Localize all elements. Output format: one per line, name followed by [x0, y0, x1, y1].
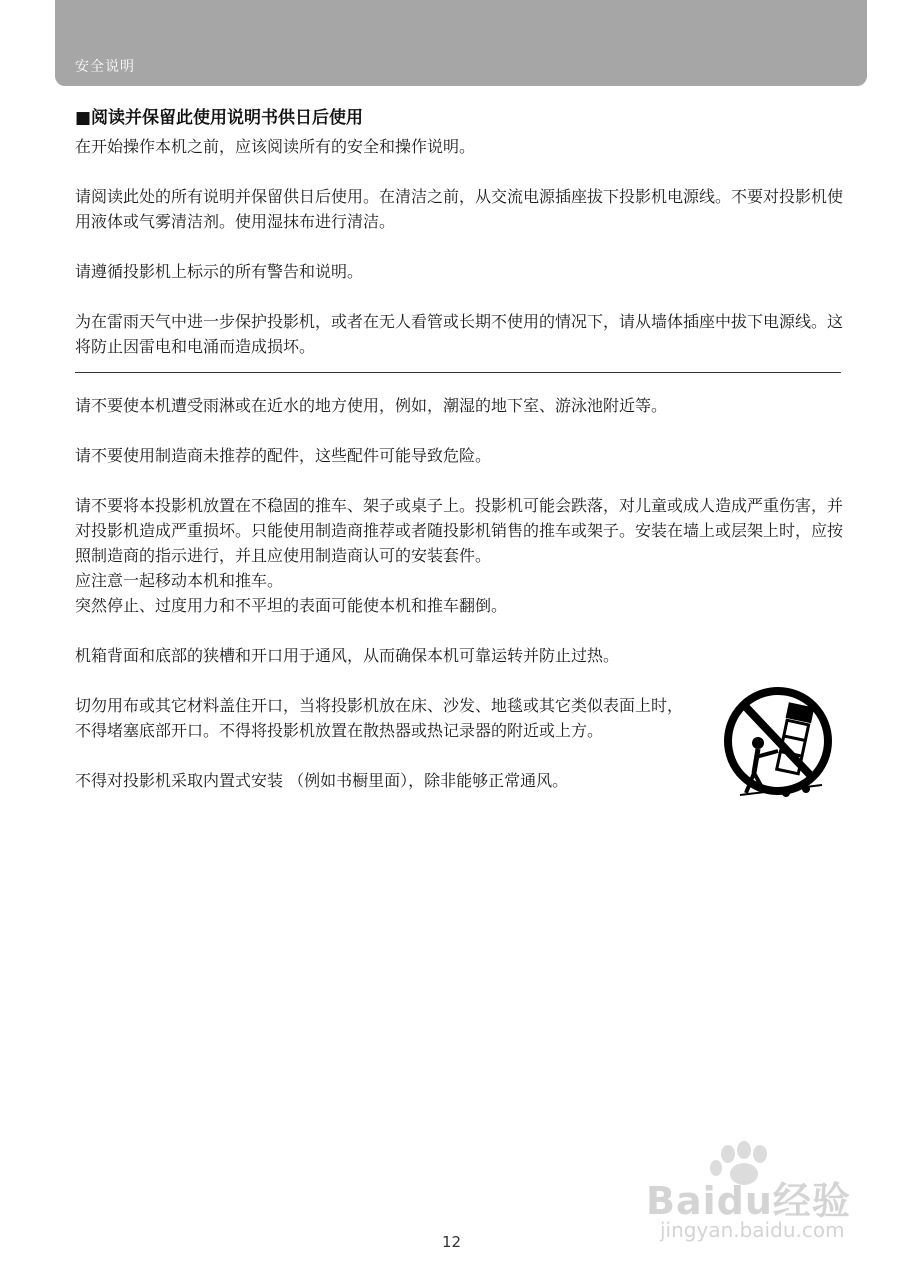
paragraph-water: 请不要使本机遭受雨淋或在近水的地方使用，例如，潮湿的地下室、游泳池附近等。 [75, 396, 668, 415]
paragraph-built-in: 不得对投影机采取内置式安装 （例如书橱里面），除非能够正常通风。 [75, 771, 569, 790]
paragraph-accessories: 请不要使用制造商未推荐的配件，这些配件可能导致危险。 [75, 446, 492, 465]
watermark-brand: Baidu经验 [646, 1179, 851, 1223]
divider [75, 372, 841, 373]
paragraph-ventilation: 机箱背面和底部的狭槽和开口用于通风，从而确保本机可靠运转并防止过热。 [75, 646, 620, 665]
section-title: 安全说明 [75, 59, 135, 75]
paragraph-cleaning: 请阅读此处的所有说明并保留供日后使用。在清洁之前，从交流电源插座拔下投影机电源线。不要对投影机使用液体或气雾清洁剂。使用湿抹布进行清洁。 [75, 187, 844, 231]
watermark [630, 1140, 860, 1255]
paragraph-lightning: 为在雷雨天气中进一步保护投影机，或者在无人看管或长期不使用的情况下，请从墙体插座中拔下电源线。这将防止因雷电和电涌而造成损坏。 [75, 312, 844, 356]
section-heading: ■阅读并保留此使用说明书供日后使用 [75, 108, 364, 128]
cart-tip-over-prohibition-icon [722, 685, 834, 801]
paragraph-unstable-cart: 请不要将本投影机放置在不稳固的推车、架子或桌子上。投影机可能会跌落，对儿童或成人造成严重伤害，并对投影机造成严重损坏。只能使用制造商推荐或者随投影机销售的推车或架子。安装在墙上或层架上时，应按照制造商的指示进行，并且应使用制造商认可的安装套件。 [75, 496, 844, 565]
paragraph-openings: 切勿用布或其它材料盖住开口，当将投影机放在床、沙发、地毯或其它类似表面上时，不得堵塞底部开口。不得将投影机放置在散热器或热记录器的附近或上方。 [75, 696, 684, 740]
paragraph-read-instructions: 在开始操作本机之前，应该阅读所有的安全和操作说明。 [75, 137, 476, 156]
page-number: 12 [441, 1233, 462, 1251]
paragraph-follow-warnings: 请遵循投影机上标示的所有警告和说明。 [75, 262, 364, 281]
header-bar [55, 0, 867, 86]
paragraph-tip-over: 突然停止、过度用力和不平坦的表面可能使本机和推车翻倒。 [75, 596, 508, 615]
paragraph-move-together: 应注意一起移动本机和推车。 [75, 571, 284, 590]
watermark-url: jingyan.baidu.com [660, 1218, 845, 1242]
